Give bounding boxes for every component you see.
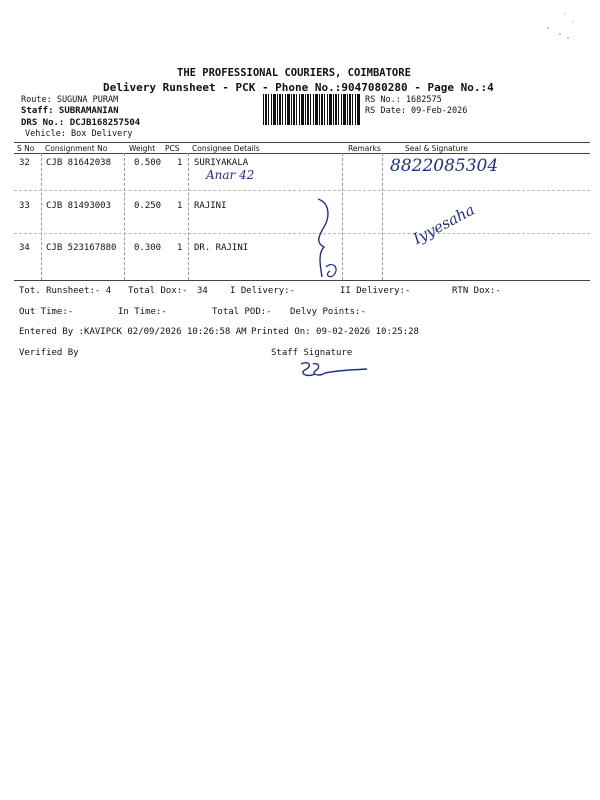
table-top-rule xyxy=(14,142,590,143)
row-sno: 34 xyxy=(19,243,30,253)
rtn-dox: RTN Dox:- xyxy=(452,286,501,296)
table-bottom-rule xyxy=(14,280,590,281)
col-pcs: PCS xyxy=(165,144,180,153)
handwritten-brace-mark xyxy=(300,195,350,285)
i-delivery: I Delivery:- xyxy=(230,286,296,296)
total-dox-label: Total Dox:- xyxy=(128,286,188,296)
delvy-points: Delvy Points:- xyxy=(290,307,366,317)
ii-delivery: II Delivery:- xyxy=(340,286,411,296)
staff-label: Staff: SUBRAMANIAN xyxy=(21,106,119,116)
row-sno: 32 xyxy=(19,158,30,168)
handwritten-note: Anar 42 xyxy=(206,168,255,182)
col-consignment: Consignment No xyxy=(45,144,108,153)
col-weight: Weight xyxy=(129,144,156,153)
drs-number: DRS No.: DCJB168257504 xyxy=(21,118,141,128)
rs-date: RS Date: 09-Feb-2026 xyxy=(365,106,468,116)
row-pcs: 1 xyxy=(177,201,183,211)
company-title: THE PROFESSIONAL COURIERS, COIMBATORE xyxy=(177,67,411,79)
entered-by: Entered By :KAVIPCK 02/09/2026 10:26:58 AM xyxy=(19,327,247,337)
row-consignee: SURIYAKALA xyxy=(194,158,249,168)
staff-signature-scribble xyxy=(295,358,375,382)
row-consignee: DR. RAJINI xyxy=(194,243,249,253)
col-seal-signature: Seal & Signature xyxy=(405,144,468,153)
route-label: Route: SUGUNA PURAM xyxy=(21,95,119,105)
scan-specks xyxy=(540,8,580,44)
rs-number: RS No.: 1682575 xyxy=(365,95,442,105)
row-consignee: RAJINI xyxy=(194,201,227,211)
col-divider xyxy=(124,153,125,280)
row-divider xyxy=(14,190,590,191)
row-weight: 0.300 xyxy=(134,243,162,253)
barcode xyxy=(263,94,361,125)
staff-signature-label: Staff Signature xyxy=(271,348,353,358)
tot-runsheet: Tot. Runsheet:- 4 xyxy=(19,286,112,296)
row-weight: 0.500 xyxy=(134,158,162,168)
row-sno: 33 xyxy=(19,201,30,211)
table-header-rule xyxy=(14,153,590,154)
total-dox-value: 34 xyxy=(197,286,208,296)
row-pcs: 1 xyxy=(177,158,183,168)
row-pcs: 1 xyxy=(177,243,183,253)
in-time: In Time:- xyxy=(118,307,167,317)
col-divider xyxy=(382,153,383,280)
row-consignment: CJB 81493003 xyxy=(46,201,112,211)
col-consignee: Consignee Details xyxy=(192,144,260,153)
handwritten-signature: 8822085304 xyxy=(390,156,499,176)
row-consignment: CJB 523167880 xyxy=(46,243,117,253)
runsheet-title: Delivery Runsheet - PCK - Phone No.:9047080280 - Page No.:4 xyxy=(103,81,494,94)
vehicle-label: Vehicle: Box Delivery xyxy=(25,129,133,139)
col-remarks: Remarks xyxy=(348,144,381,153)
row-weight: 0.250 xyxy=(134,201,162,211)
col-divider xyxy=(188,153,189,280)
col-divider xyxy=(41,153,42,280)
verified-by: Verified By xyxy=(19,348,79,358)
total-pod: Total POD:- xyxy=(212,307,272,317)
row-consignment: CJB 81642038 xyxy=(46,158,112,168)
printed-on: Printed On: 09-02-2026 10:25:28 xyxy=(251,327,419,337)
handwritten-signature: Iyyesaha xyxy=(410,200,478,248)
col-sno: S No xyxy=(17,144,35,153)
out-time: Out Time:- xyxy=(19,307,74,317)
